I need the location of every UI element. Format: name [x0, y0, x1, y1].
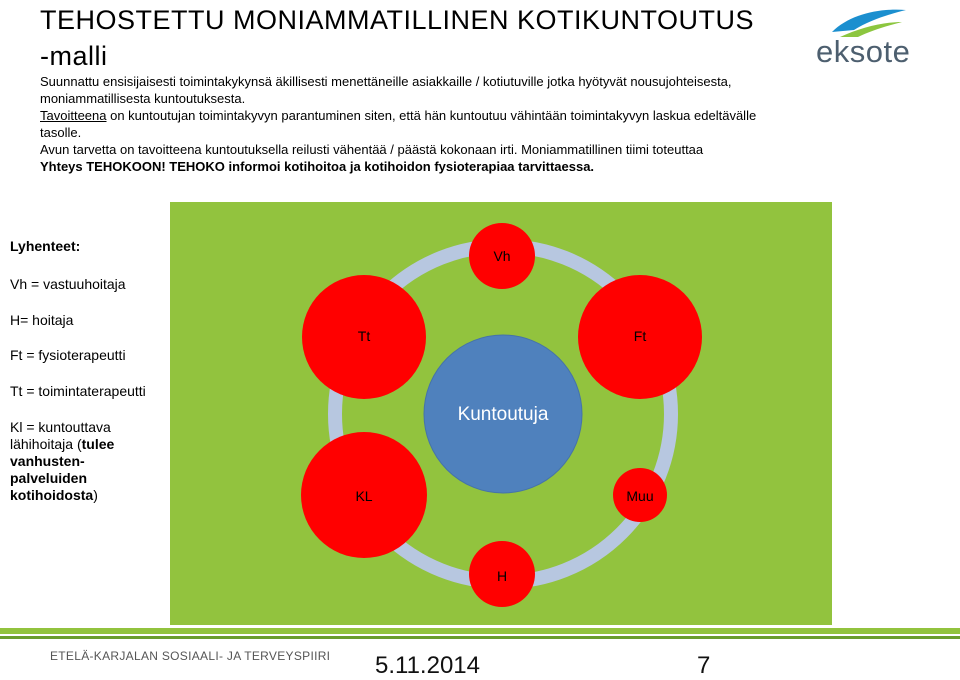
intro-paragraph-3: Avun tarvetta on tavoitteena kuntoutuksella reilusti vähentää / päästä kokonaan irti. Moniammatillinen tiimi toteuttaa [40, 142, 704, 157]
intro-text [40, 73, 780, 175]
node-vh-label: Vh [493, 248, 511, 264]
page-number: 7 [697, 652, 711, 679]
intro-paragraph-4: Yhteys TEHOKOON! TEHOKO informoi kotihoitoa ja kotihoidon fysioterapiaa tarvittaessa. [40, 159, 595, 174]
node-kl-label: KL [355, 488, 373, 504]
abbreviation-ft: Ft = fysioterapeutti [10, 347, 126, 363]
abbreviation-heading: Lyhenteet: [10, 238, 81, 254]
abbreviation-kl [10, 419, 160, 504]
node-ft-label: Ft [633, 328, 647, 344]
abbreviation-vh: Vh = vastuuhoitaja [10, 276, 126, 292]
goal-text: on kuntoutujan toimintakyvyn parantuminen siten, että hän kuntoutuu vähintään toimintakyvyn laskua edeltävälle tasolle. [40, 108, 757, 140]
abbreviation-kl-bold: tulee vanhusten-palveluiden kotihoidosta [10, 436, 115, 503]
rehabilitation-team-diagram [170, 202, 832, 625]
footer-date: 5.11.2014 [375, 652, 480, 679]
node-tt-label: Tt [357, 328, 371, 344]
abbreviation-kl-end: ) [93, 487, 98, 503]
node-h-label: H [496, 568, 508, 584]
center-node-label: Kuntoutuja [457, 404, 549, 425]
abbreviation-h: H= hoitaja [10, 312, 74, 328]
abbreviation-kl-start: Kl = kuntouttava lähihoitaja ( [10, 419, 111, 452]
footer-organization: ETELÄ-KARJALAN SOSIAALI- JA TERVEYSPIIRI [50, 649, 331, 663]
intro-paragraph-1: Suunnattu ensisijaisesti toimintakykynsä äkillisesti menettäneille asiakkaille / kotiutuville jotka hyötyvät nousujohteisesta, moniammatillisesta kuntoutuksesta. [40, 74, 732, 106]
intro-paragraph-2 [40, 107, 780, 141]
footer-divider-dark [0, 636, 960, 639]
logo-text: eksote [816, 34, 911, 69]
footer-divider [0, 628, 960, 634]
node-muu-label: Muu [626, 488, 654, 504]
abbreviation-tt: Tt = toimintaterapeutti [10, 383, 146, 399]
page-title: TEHOSTETTU MONIAMMATILLINEN KOTIKUNTOUTUS -malli [40, 5, 755, 71]
goal-label: Tavoitteena [40, 108, 107, 123]
